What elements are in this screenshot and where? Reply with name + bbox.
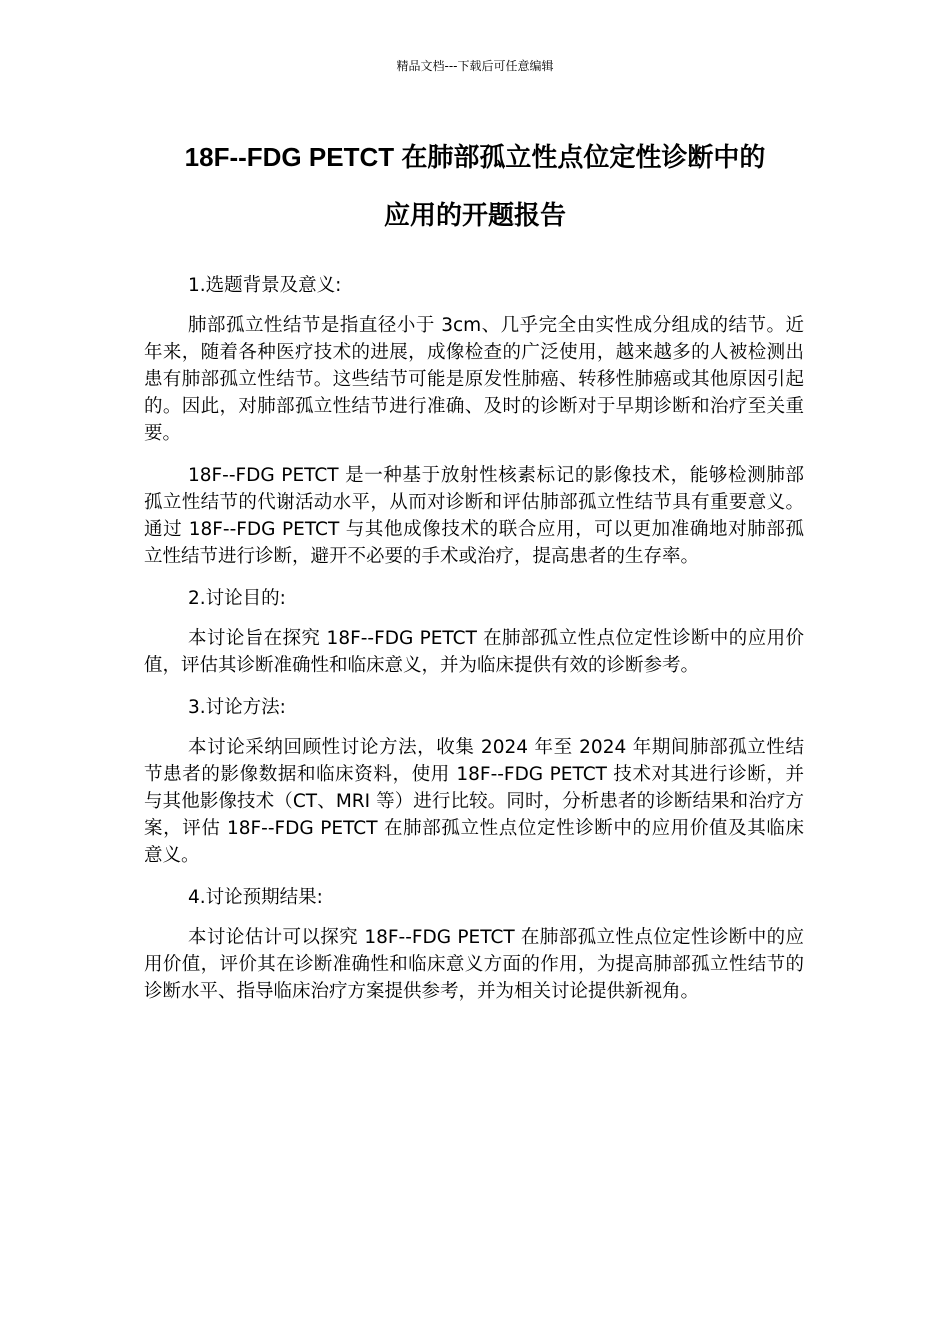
page-header: 精品文档---下载后可任意编辑 (396, 59, 554, 73)
section-heading-purpose: 2.讨论目的: (188, 588, 286, 609)
section-heading-expected-results: 4.讨论预期结果: (188, 887, 323, 908)
paragraph-method: 本讨论采纳回顾性讨论方法，收集 2024 年至 2024 年期间肺部孤立性结节患者的影像数据和临床资料，使用 18F--FDG PETCT 技术对其进行诊断，并与其他影像技术（CT、MRI 等）进行比较。同时，分析患者的诊断结果和治疗方案，评估 18F--FDG PETCT 在肺部孤立性点位定性诊断中的应用价值及其临床意义。 (144, 737, 804, 866)
paragraph-background-2: 18F--FDG PETCT 是一种基于放射性核素标记的影像技术，能够检测肺部孤立性结节的代谢活动水平，从而对诊断和评估肺部孤立性结节具有重要意义。通过 18F--FDG PETCT 与其他成像技术的联合应用，可以更加准确地对肺部孤立性结节进行诊断，避开不必要的手术或治疗，提高患者的生存率。 (144, 465, 804, 567)
paragraph-background-1: 肺部孤立性结节是指直径小于 3cm、几乎完全由实性成分组成的结节。近年来，随着各种医疗技术的进展，成像检查的广泛使用，越来越多的人被检测出患有肺部孤立性结节。这些结节可能是原发性肺癌、转移性肺癌或其他原因引起的。因此，对肺部孤立性结节进行准确、及时的诊断对于早期诊断和治疗至关重要。 (144, 315, 804, 444)
document-body (144, 272, 804, 1020)
document-title (100, 128, 850, 244)
section-heading-background: 1.选题背景及意义: (188, 275, 342, 296)
document-title-line-2: 应用的开题报告 (383, 200, 566, 230)
section-heading-method: 3.讨论方法: (188, 697, 286, 718)
paragraph-expected-results: 本讨论估计可以探究 18F--FDG PETCT 在肺部孤立性点位定性诊断中的应用价值，评价其在诊断准确性和临床意义方面的作用，为提高肺部孤立性结节的诊断水平、指导临床治疗方案提供参考，并为相关讨论提供新视角。 (144, 927, 804, 1002)
document-title-line-1: 18F--FDG PETCT 在肺部孤立性点位定性诊断中的 (184, 142, 766, 172)
paragraph-purpose: 本讨论旨在探究 18F--FDG PETCT 在肺部孤立性点位定性诊断中的应用价值，评估其诊断准确性和临床意义，并为临床提供有效的诊断参考。 (144, 628, 804, 676)
